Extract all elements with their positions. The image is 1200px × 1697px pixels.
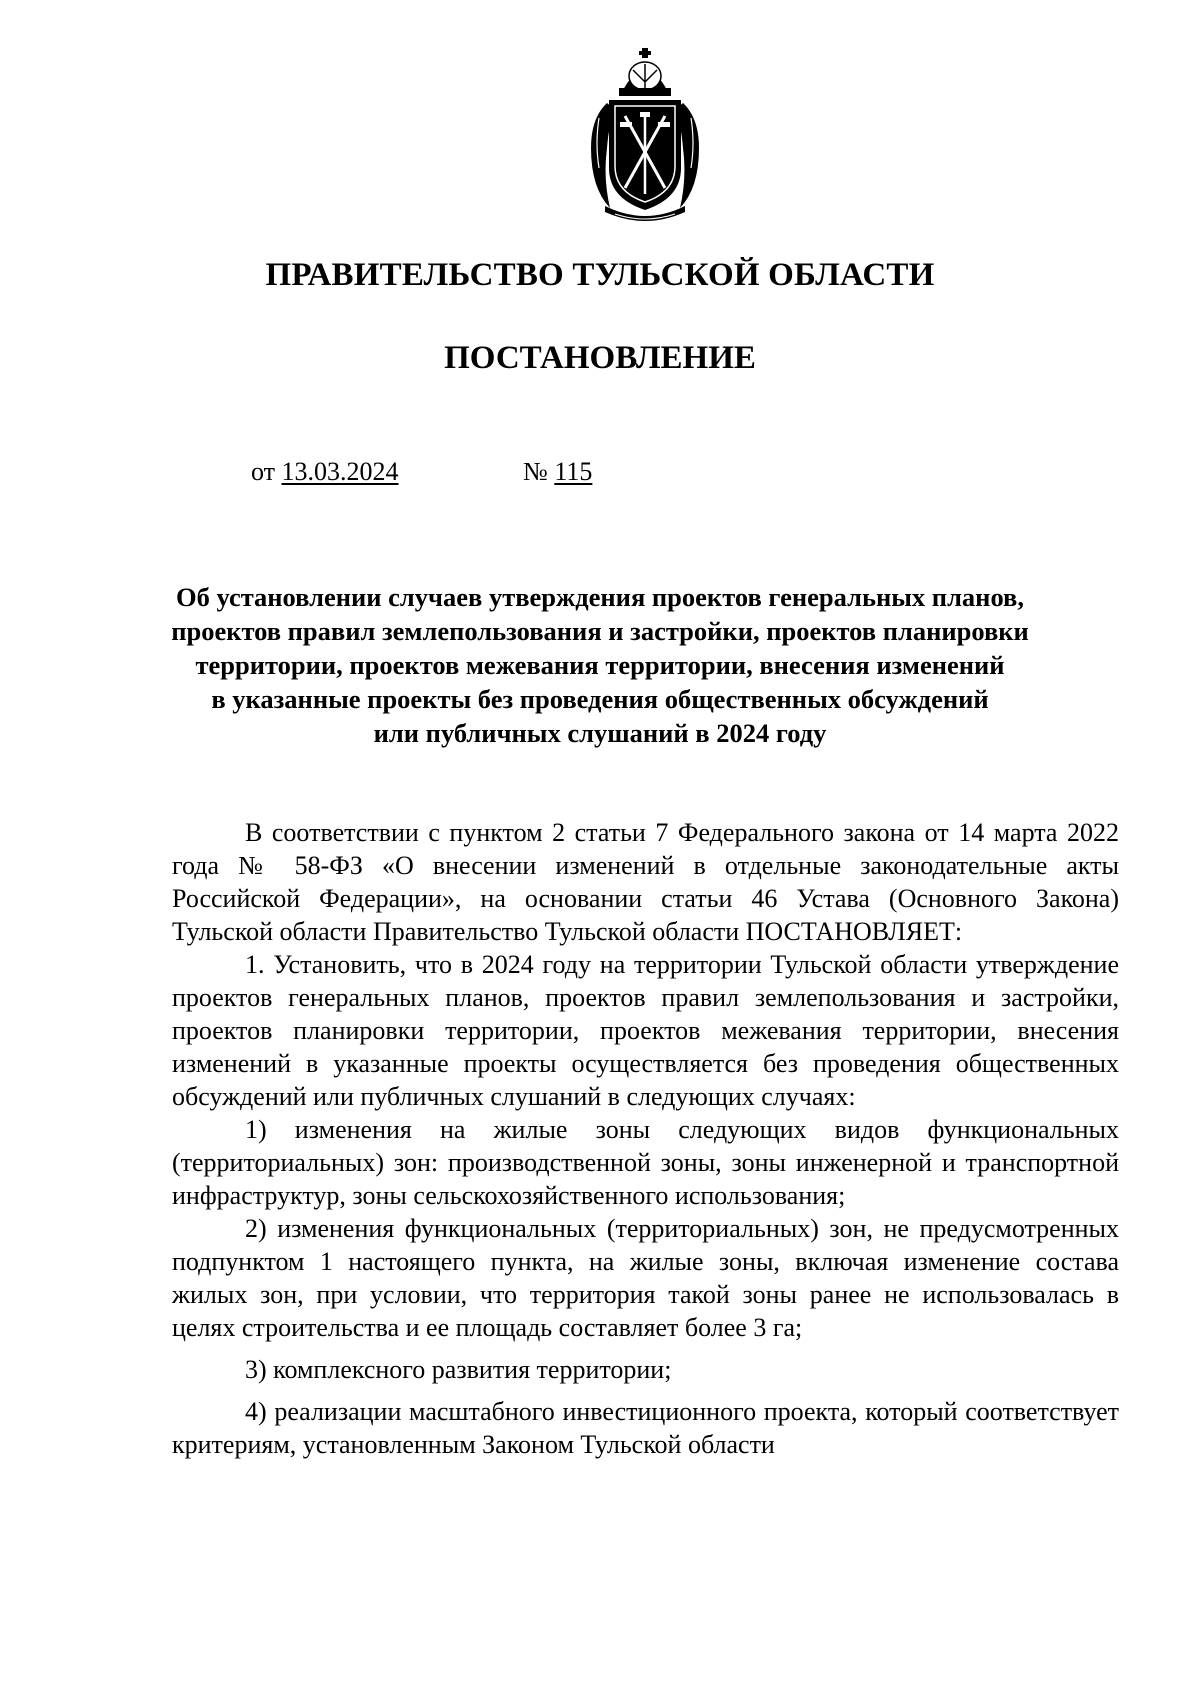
subject-line: проектов правил землепользования и застройки, проектов планировки xyxy=(171,616,1029,646)
body-paragraph: 4) реализации масштабного инвестиционного проекта, который соответствует критериям, установленным Законом Тульской области xyxy=(172,1397,1119,1459)
subject-line: или публичных слушаний в 2024 году xyxy=(373,718,827,748)
tula-coat-of-arms-icon xyxy=(585,48,705,223)
body-paragraph: 1) изменения на жилые зоны следующих видов функциональных (территориальных) зон: производственной зоны, зоны инженерной и транспортной инфраструктур, зоны сельскохозяйственного использования; xyxy=(172,1115,1119,1210)
body-paragraph: В соответствии с пунктом 2 статьи 7 Федерального закона от 14 марта 2022 года № 58-ФЗ «О внесении изменений в отдельные законодательные акты Российской Федерации», на основании статьи 46 Устава (Основного Закона) Тульской области Правительство Тульской области ПОСТАНОВЛЯЕТ: xyxy=(172,818,1119,946)
subject-line: территории, проектов межевания территории, внесения изменений xyxy=(195,650,1005,680)
date-prefix: от xyxy=(251,457,276,486)
date-value: 13.03.2024 xyxy=(281,457,399,486)
number-prefix: № xyxy=(523,457,548,486)
organization-title: ПРАВИТЕЛЬСТВО ТУЛЬСКОЙ ОБЛАСТИ xyxy=(265,257,935,293)
document-type: ПОСТАНОВЛЕНИЕ xyxy=(444,340,756,376)
body-paragraph: 1. Установить, что в 2024 году на территории Тульской области утверждение проектов генеральных планов, проектов правил землепользования и застройки, проектов планировки территории, проектов межевания территории, внесения изменений в указанные проекты осуществляется без проведения общественных обсуждений или публичных слушаний в следующих случаях: xyxy=(172,950,1119,1111)
body-paragraph: 3) комплексного развития территории; xyxy=(245,1355,672,1384)
document-subject xyxy=(150,580,1050,750)
document-number xyxy=(523,455,592,489)
body-paragraph: 2) изменения функциональных (территориальных) зон, не предусмотренных подпунктом 1 настоящего пункта, на жилые зоны, включая изменение состава жилых зон, при условии, что территория такой зоны ранее не использовалась в целях строительства и ее площадь составляет более 3 га; xyxy=(172,1214,1119,1342)
number-value: 115 xyxy=(554,457,593,486)
document-body xyxy=(172,816,1119,1461)
subject-line: Об установлении случаев утверждения проектов генеральных планов, xyxy=(176,582,1024,612)
document-date xyxy=(251,455,399,489)
subject-line: в указанные проекты без проведения общественных обсуждений xyxy=(211,684,989,714)
